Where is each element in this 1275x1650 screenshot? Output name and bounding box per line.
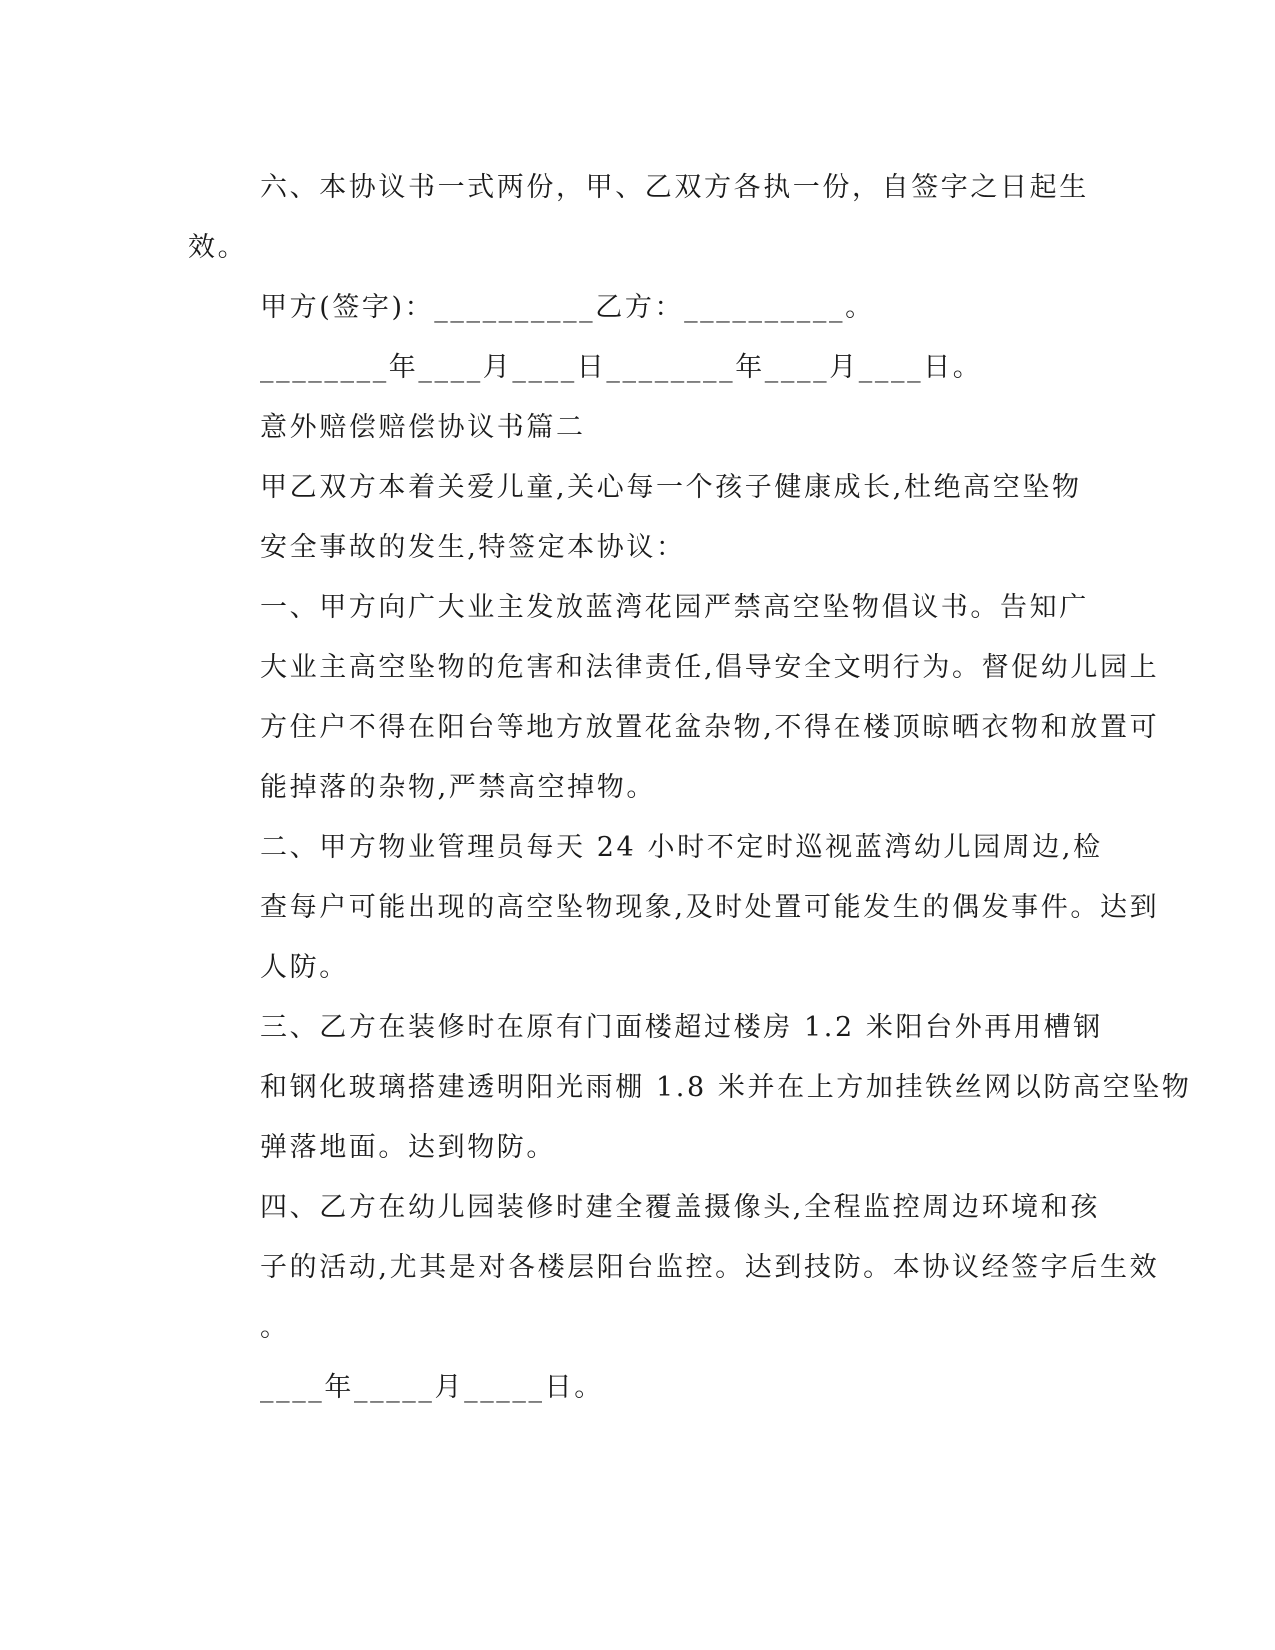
clause-2 <box>188 818 1160 998</box>
date-line <box>188 338 1080 398</box>
text-line: 。 <box>260 1312 290 1343</box>
text-line: 子的活动,尤其是对各楼层阳台监控。达到技防。本协议经签字后生效 <box>260 1252 1160 1283</box>
text-line: 方住户不得在阳台等地方放置花盆杂物,不得在楼顶晾晒衣物和放置可 <box>260 712 1160 743</box>
section-title <box>188 398 1080 458</box>
text-line: 人防。 <box>260 952 349 983</box>
clause-6 <box>188 158 1089 278</box>
text-line: 甲方(签字)：__________乙方：__________。 <box>260 292 875 323</box>
text-line: 甲乙双方本着关爱儿童,关心每一个孩子健康成长,杜绝高空坠物 <box>260 472 1082 503</box>
intro-paragraph <box>188 458 1080 578</box>
text-line: 能掉落的杂物,严禁高空掉物。 <box>260 772 656 803</box>
text-line: 弹落地面。达到物防。 <box>260 1132 556 1163</box>
text-line: 安全事故的发生,特签定本协议： <box>260 532 686 563</box>
clause-1 <box>188 578 1160 818</box>
date-line <box>188 1358 1080 1418</box>
signature-line <box>188 278 1080 338</box>
text-line: 二、甲方物业管理员每天 24 小时不定时巡视蓝湾幼儿园周边,检 <box>260 832 1103 863</box>
document-body <box>188 158 1192 1418</box>
text-line: 六、本协议书一式两份，甲、乙双方各执一份，自签字之日起生 <box>260 172 1089 203</box>
text-line: 意外赔偿赔偿协议书篇二 <box>260 412 586 443</box>
text-line: 效。 <box>188 232 248 263</box>
text-line: 三、乙方在装修时在原有门面楼超过楼房 1.2 米阳台外再用槽钢 <box>260 1012 1103 1043</box>
text-line: 四、乙方在幼儿园装修时建全覆盖摄像头,全程监控周边环境和孩 <box>260 1192 1100 1223</box>
text-line: ____年_____月_____日。 <box>260 1372 604 1403</box>
text-line: 大业主高空坠物的危害和法律责任,倡导安全文明行为。督促幼儿园上 <box>260 652 1160 683</box>
text-line: ________年____月____日________年____月____日。 <box>260 352 983 383</box>
clause-3 <box>188 998 1192 1178</box>
clause-4 <box>188 1178 1160 1358</box>
text-line: 和钢化玻璃搭建透明阳光雨棚 1.8 米并在上方加挂铁丝网以防高空坠物 <box>260 1072 1192 1103</box>
text-line: 一、甲方向广大业主发放蓝湾花园严禁高空坠物倡议书。告知广 <box>260 592 1089 623</box>
text-line: 查每户可能出现的高空坠物现象,及时处置可能发生的偶发事件。达到 <box>260 892 1160 923</box>
